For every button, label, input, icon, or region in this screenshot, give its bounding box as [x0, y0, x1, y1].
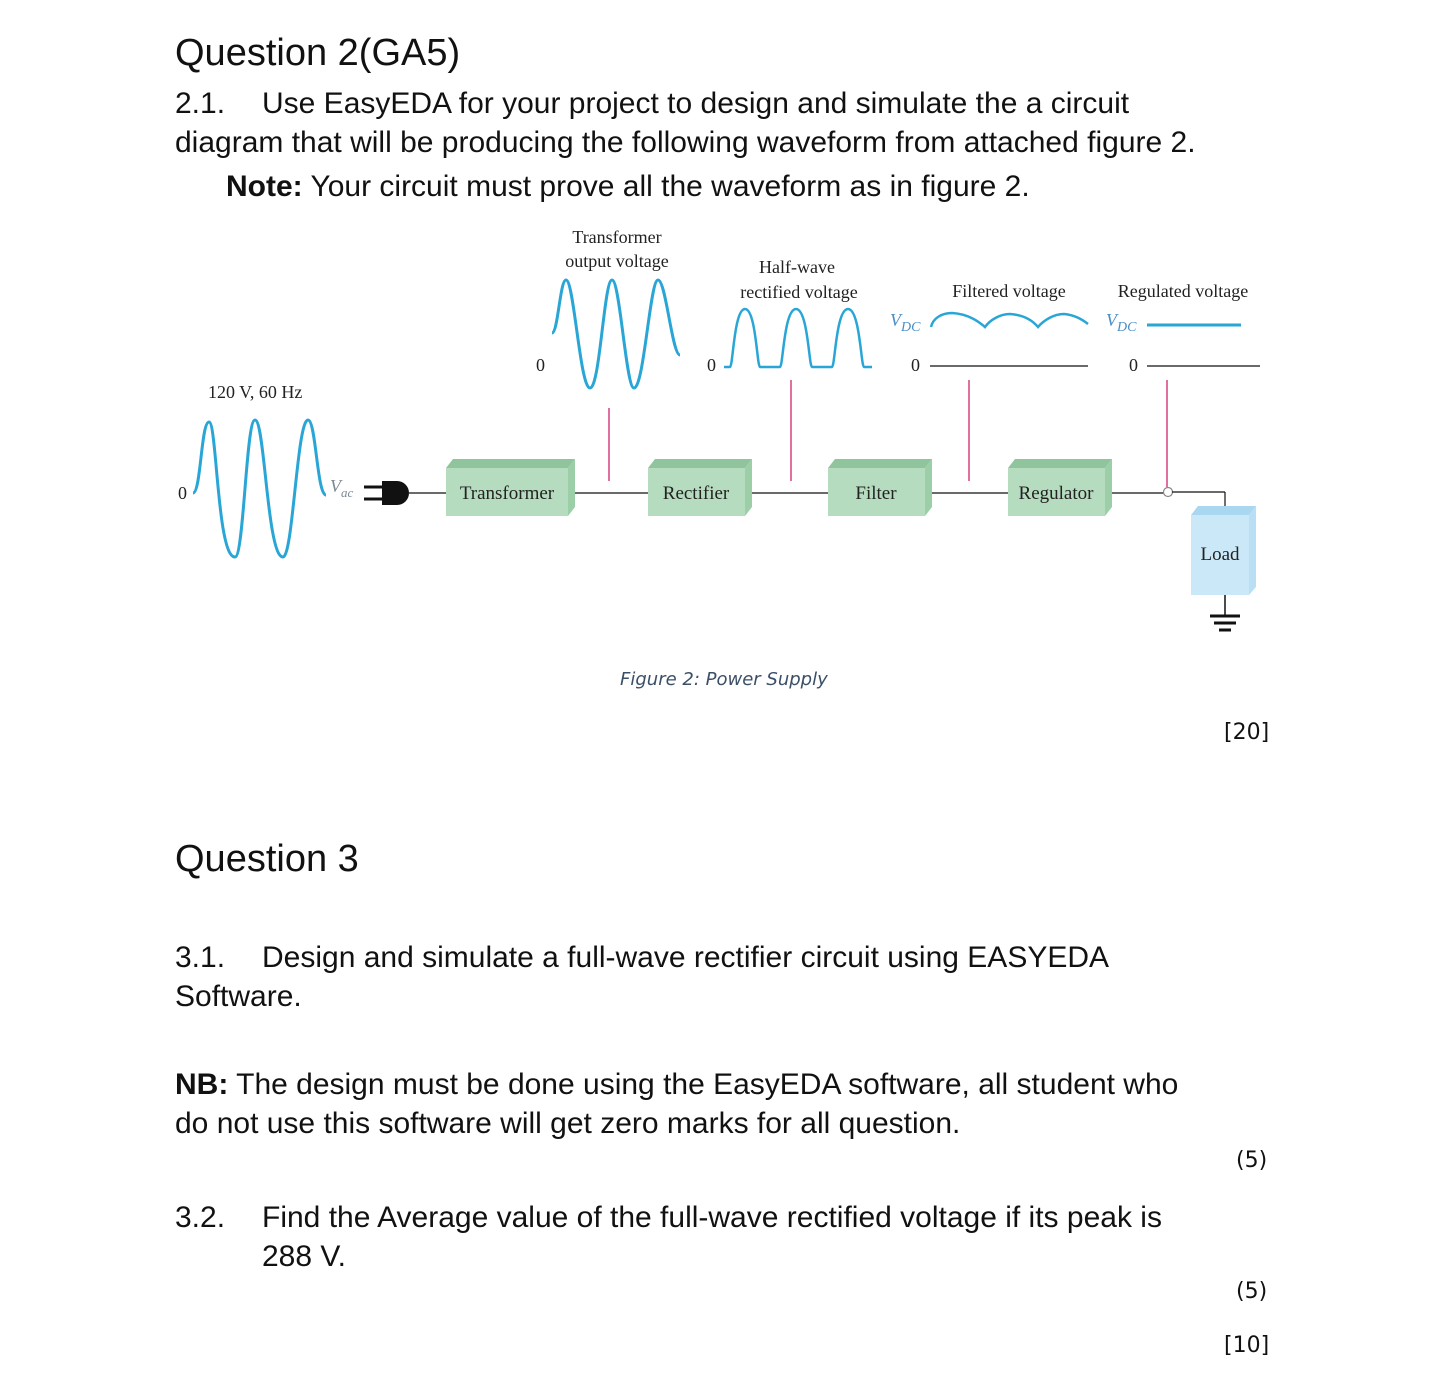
item-3-2-line1: Find the Average value of the full-wave rectified voltage if its peak is: [262, 1201, 1162, 1234]
regulated-label: Regulated voltage: [1117, 281, 1249, 301]
item-3-2-number: 3.2.: [175, 1201, 226, 1234]
regulator-block: [1008, 459, 1112, 516]
question-2-marks: [20]: [1224, 720, 1270, 745]
input-sine-wave: [193, 420, 326, 557]
load-label: Load: [1200, 544, 1240, 565]
vac-v: V: [330, 476, 341, 496]
vac-label: [330, 476, 354, 500]
halfwave-rectified-wave: [724, 309, 872, 367]
source-label: 120 V, 60 Hz: [208, 382, 303, 402]
nb-line2: do not use this software will get zero marks for all question.: [175, 1107, 961, 1140]
item-3-1-marks: (5): [1236, 1148, 1268, 1173]
item-3-2-marks: (5): [1236, 1279, 1268, 1304]
filtered-voltage-wave: [931, 313, 1088, 327]
rectifier-label: Rectifier: [662, 483, 730, 504]
item-3-2-line2: 288 V.: [262, 1240, 346, 1273]
zero-label-regulator: 0: [1129, 355, 1138, 375]
item-2-1-number: 2.1.: [175, 87, 226, 120]
note-line: [226, 167, 1030, 206]
load-block: [1191, 506, 1256, 595]
item-3-1-line1: Design and simulate a full-wave rectifier circuit using EASYEDA: [262, 941, 1110, 974]
transformer-wave-label-1: Transformer: [572, 227, 662, 247]
filtered-label: Filtered voltage: [952, 281, 1066, 301]
note-label: Note:: [226, 170, 303, 203]
question-3-title: Question 3: [175, 838, 359, 880]
zero-label-input: 0: [178, 483, 187, 503]
transformer-wave-label-2: output voltage: [565, 251, 669, 271]
filter-label: Filter: [855, 483, 897, 504]
vdc-sub-filter: DC: [901, 320, 921, 335]
regulator-label: Regulator: [1018, 483, 1094, 504]
zero-label-filter: 0: [911, 355, 920, 375]
vdc-v-regulator: V: [1106, 310, 1117, 330]
ground-icon: [1210, 595, 1240, 630]
item-2-1-line2: diagram that will be producing the following waveform from attached figure 2.: [175, 126, 1196, 159]
halfwave-label-2: rectified voltage: [740, 282, 858, 302]
zero-label-transformer: 0: [536, 355, 545, 375]
rectifier-block: [648, 459, 752, 516]
transformer-output-wave: [552, 280, 680, 388]
item-3-1-line2: Software.: [175, 980, 302, 1013]
output-terminal: [1164, 488, 1173, 497]
filter-block: [828, 459, 932, 516]
nb-text-1: The design must be done using the EasyEDA software, all student who: [228, 1068, 1179, 1101]
nb-line1: [175, 1065, 1178, 1104]
note-text: Your circuit must prove all the waveform as in figure 2.: [302, 170, 1030, 203]
vdc-label-filter: [890, 310, 921, 335]
question-3-total-marks: [10]: [1224, 1333, 1270, 1358]
power-supply-figure: [0, 215, 1440, 655]
vac-sub: ac: [341, 485, 354, 500]
vdc-label-regulator: [1106, 310, 1137, 335]
transformer-label: Transformer: [459, 483, 555, 504]
figure-caption: Figure 2: Power Supply: [620, 669, 828, 690]
transformer-block: [446, 459, 575, 516]
ac-plug-icon: [364, 481, 446, 505]
halfwave-label-1: Half-wave: [759, 257, 835, 277]
vdc-sub-regulator: DC: [1117, 320, 1137, 335]
item-3-1-number: 3.1.: [175, 941, 226, 974]
question-2-title: Question 2(GA5): [175, 32, 461, 74]
zero-label-halfwave: 0: [707, 355, 716, 375]
nb-label: NB:: [175, 1068, 229, 1101]
vdc-v-filter: V: [890, 310, 901, 330]
item-2-1-line1: Use EasyEDA for your project to design and simulate the a circuit: [262, 87, 1130, 120]
